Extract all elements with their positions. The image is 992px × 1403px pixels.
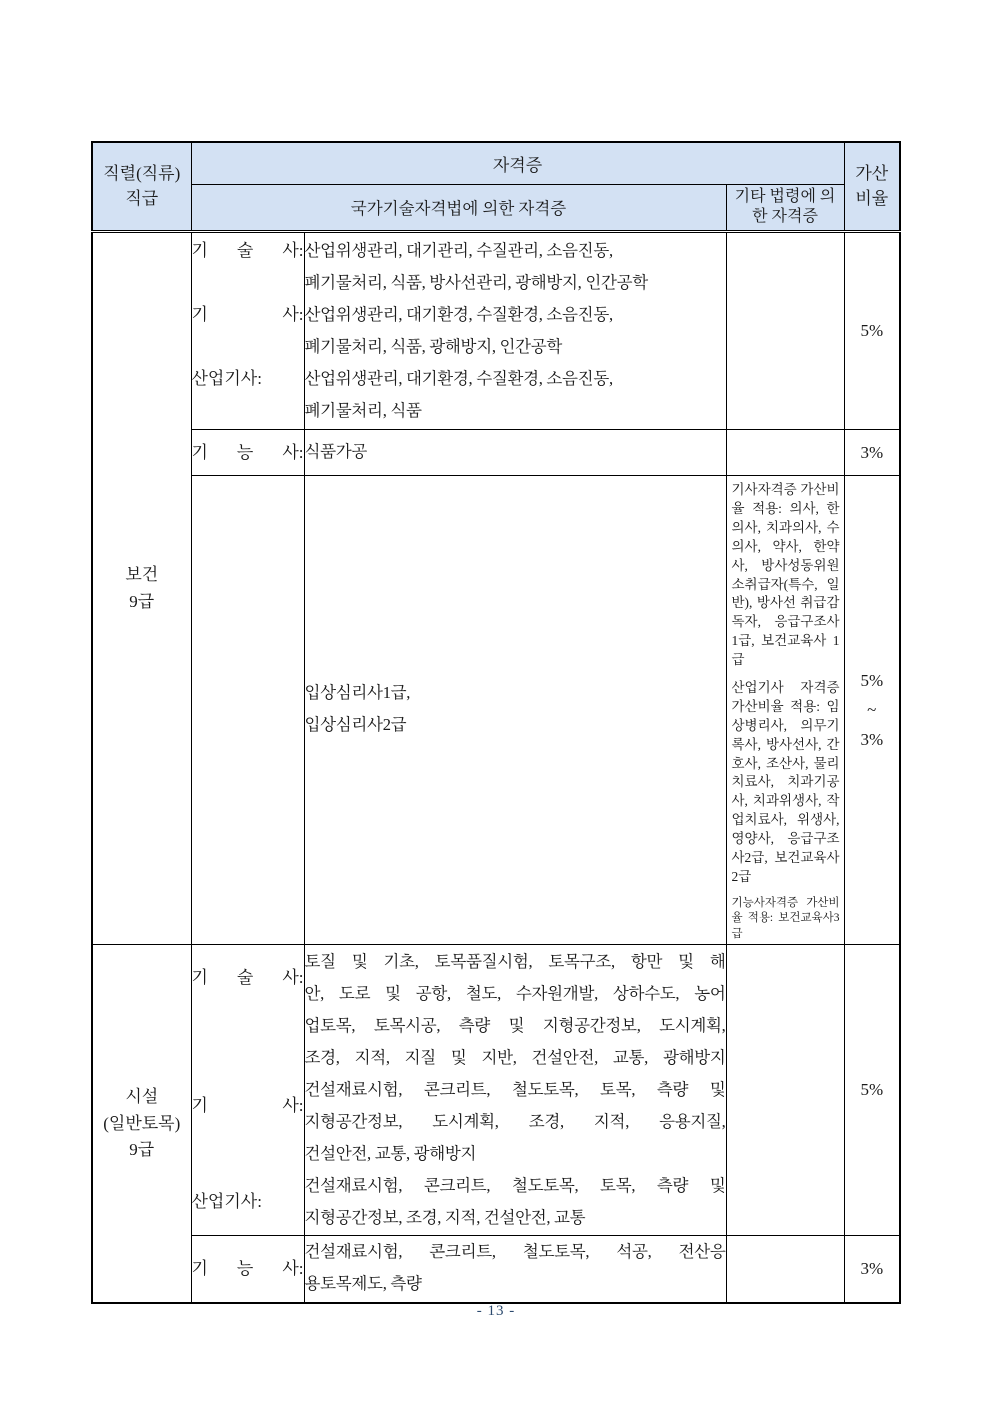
grade-label-technologist: 기 술 사: <box>191 968 304 988</box>
group-name-line: (일반토목) <box>103 1113 181 1133</box>
qualification-bonus-table <box>91 141 901 1304</box>
header-other-laws-cell: 기타 법령에 의한 자격증 <box>726 184 844 232</box>
other-laws-paragraph: 기능사자격증 가산비율 적용: 보건교육사3급 <box>731 896 840 940</box>
group-name-line: 9급 <box>129 1140 155 1160</box>
grade-label-engineer: 기 사: <box>191 1096 304 1116</box>
grade-label-engineer: 기 사: <box>191 305 304 325</box>
grade-labels-cell <box>191 232 304 430</box>
other-laws-cell-empty <box>726 232 844 430</box>
bonus-rate-line: ~ <box>867 700 877 720</box>
cert-line: 입상심리사2급 <box>304 715 407 735</box>
header-bonus-line1: 가산 <box>855 163 889 183</box>
group-name-facilities <box>92 945 191 1304</box>
other-laws-cert-cell <box>726 476 844 945</box>
cert-line: 지형공간정보, 도시계획, 조경, 지적, 응용지질, <box>304 1112 726 1132</box>
cert-line: 건설재료시험, 콘크리트, 철도토목, 토목, 측량 및 <box>304 1080 726 1100</box>
grade-label-technologist: 기 술 사: <box>191 241 304 261</box>
other-laws-paragraph: 기사자격증 가산비율 적용: 의사, 한의사, 치과의사, 수의사, 약사, 한약사, 방사성동위원소취급자(특수, 일반), 방사선 취급감독자, 응급구조사 1급, 보건교육사 1급 <box>731 482 840 668</box>
bonus-rate-cell <box>844 476 900 945</box>
grade-labels-cell <box>191 1236 304 1304</box>
header-national-cert-cell: 국가기술자격법에 의한 자격증 <box>191 184 726 232</box>
grade-label-craftsman: 기 능 사: <box>191 442 304 462</box>
grade-label-craftsman: 기 능 사: <box>191 1259 304 1279</box>
group-name-line: 보건 <box>125 565 159 585</box>
header-class-cell <box>92 142 191 232</box>
cert-line: 폐기물처리, 식품 <box>304 401 422 421</box>
header-bonus-cell <box>844 142 900 232</box>
bonus-rate-cell: 5% <box>844 232 900 430</box>
cert-line: 산업위생관리, 대기환경, 수질환경, 소음진동, <box>304 305 613 325</box>
cert-line: 건설재료시험, 콘크리트, 철도토목, 석공, 전산응 <box>304 1242 726 1262</box>
national-cert-list-cell <box>304 1236 726 1304</box>
bonus-rate-cell: 3% <box>844 430 900 476</box>
cert-line: 업토목, 토목시공, 측량 및 지형공간정보, 도시계획, <box>304 1016 726 1036</box>
cert-line: 폐기물처리, 식품, 광해방지, 인간공학 <box>304 337 563 357</box>
cert-line: 조경, 지적, 지질 및 지반, 건설안전, 교통, 광해방지 <box>304 1048 726 1068</box>
bonus-rate-line: 5% <box>860 670 884 690</box>
grade-labels-cell <box>191 945 304 1236</box>
national-cert-list-cell <box>304 476 726 945</box>
national-cert-list-cell <box>304 945 726 1236</box>
bonus-rate-cell: 3% <box>844 1236 900 1304</box>
header-class-line2: 직급 <box>125 188 159 208</box>
header-class-line1: 직렬(직류) <box>103 163 181 183</box>
grade-labels-cell <box>191 430 304 476</box>
other-laws-cell-empty <box>726 1236 844 1304</box>
cert-line: 산업위생관리, 대기관리, 수질관리, 소음진동, <box>304 241 613 261</box>
header-cert-cell: 자격증 <box>191 142 844 184</box>
page-number: - 13 - <box>476 1303 516 1319</box>
cert-line: 토질 및 기초, 토목품질시험, 토목구조, 항만 및 해 <box>304 952 726 972</box>
other-laws-paragraph: 산업기사 자격증 가산비율 적용: 임상병리사, 의무기록사, 방사선사, 간호사, 조산사, 물리치료사, 치과기공사, 치과위생사, 작업치료사, 위생사, 영양사, 응급구조사2급, 보건교육사2급 <box>731 680 840 884</box>
group-name-line: 시설 <box>125 1087 159 1107</box>
cert-line: 산업위생관리, 대기환경, 수질환경, 소음진동, <box>304 369 613 389</box>
cert-line: 식품가공 <box>304 441 368 461</box>
cert-line: 안, 도로 및 공항, 철도, 수자원개발, 상하수도, 농어 <box>304 984 726 1004</box>
header-bonus-line2: 비율 <box>855 188 889 208</box>
group-name-line: 9급 <box>129 591 155 611</box>
bonus-rate-cell: 5% <box>844 945 900 1236</box>
bonus-rate-line: 3% <box>860 730 884 750</box>
other-laws-cell-empty <box>726 430 844 476</box>
grade-label-industrial-engineer: 산업기사: <box>191 369 262 389</box>
other-laws-cell-empty <box>726 945 844 1236</box>
grade-labels-cell-empty <box>191 476 304 945</box>
cert-line: 입상심리사1급, <box>304 683 411 703</box>
cert-line: 건설재료시험, 콘크리트, 철도토목, 토목, 측량 및 <box>304 1176 726 1196</box>
grade-label-industrial-engineer: 산업기사: <box>191 1192 262 1212</box>
national-cert-list-cell <box>304 430 726 476</box>
national-cert-list-cell <box>304 232 726 430</box>
cert-line: 건설안전, 교통, 광해방지 <box>304 1144 477 1164</box>
cert-line: 폐기물처리, 식품, 방사선관리, 광해방지, 인간공학 <box>304 273 648 293</box>
group-name-health <box>92 232 191 945</box>
cert-line: 용토목제도, 측량 <box>304 1274 422 1294</box>
cert-line: 지형공간정보, 조경, 지적, 건설안전, 교통 <box>304 1208 586 1228</box>
